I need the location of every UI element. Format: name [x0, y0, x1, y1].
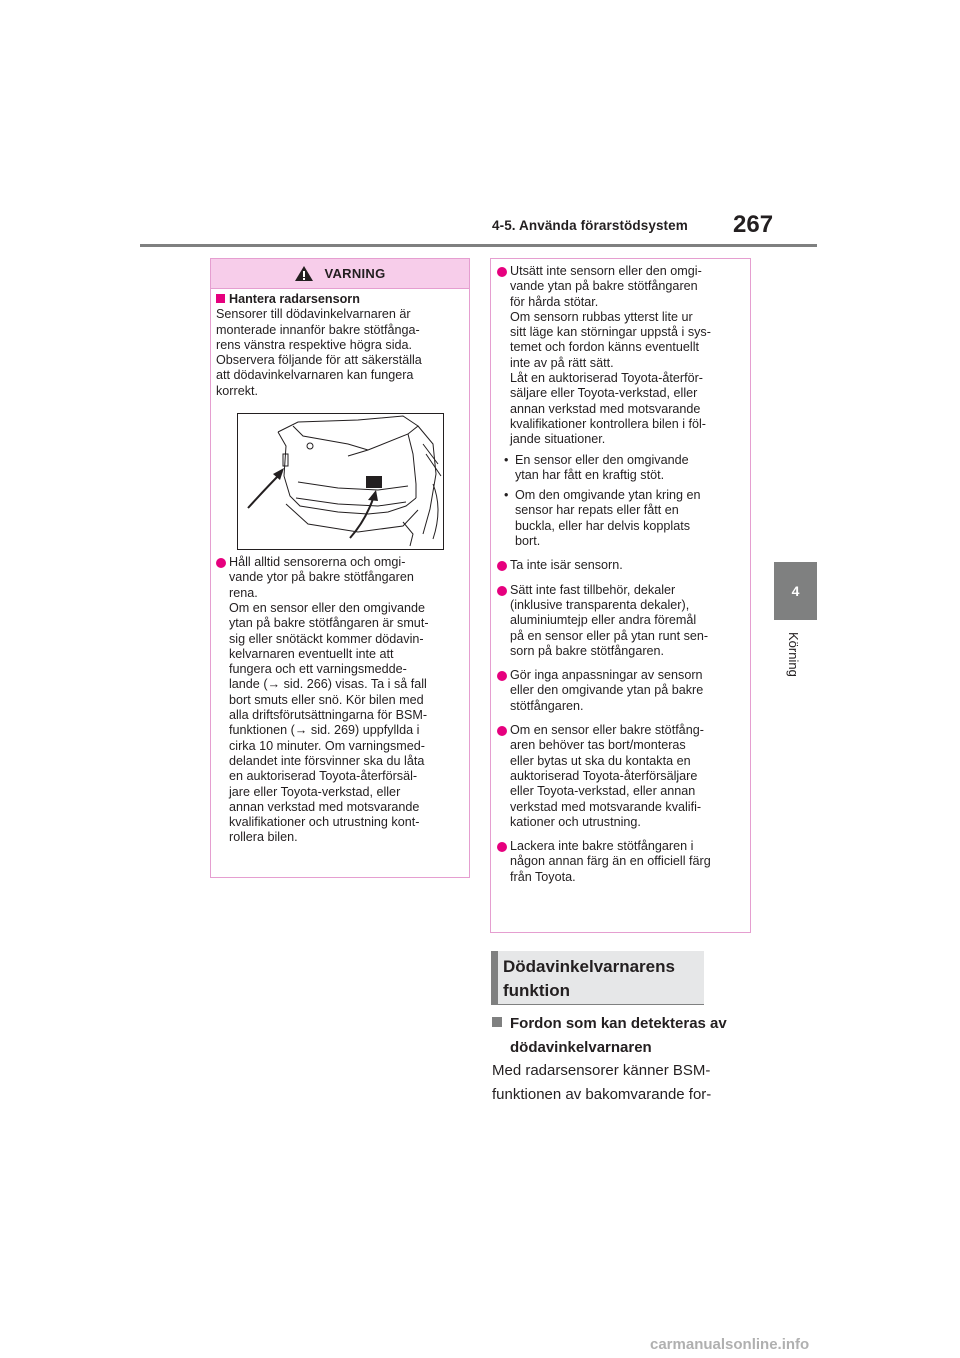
warning-intro: Sensorer till dödavinkelvarnaren är monterade innanför bakre stötfånga- rens vänstra respektive högra sida. Observera följande för att säkerställa att dödavinkelvarnaren kan fungera korrekt.	[216, 307, 422, 398]
warning-title: VARNING	[324, 266, 386, 281]
warning-triangle-icon	[294, 265, 314, 282]
sub-item-strong-impact: • En sensor eller den omgivande ytan har fått en kraftig stöt.	[504, 452, 689, 482]
body-paragraph: Med radarsensorer känner BSM- funktionen av bakomvarande for-	[492, 1062, 712, 1103]
round-bullet-icon	[497, 726, 507, 736]
section-heading: Dödavinkelvarnarens funktion	[491, 951, 704, 1005]
warning-header	[211, 259, 469, 289]
chapter-name-text: Körning	[786, 632, 801, 677]
warning-box	[210, 258, 470, 878]
square-bullet-icon	[492, 1017, 502, 1027]
round-bullet-icon	[497, 671, 507, 681]
chapter-name	[787, 632, 803, 692]
warning-heading: Hantera radarsensorn	[216, 292, 464, 307]
bullet-removal-contact-dealer: Om en sensor eller bakre stötfång- aren behöver tas bort/monteras eller bytas ut ska du kontakta en auktoriserad Toyota-återförsäljare eller Toyota-verkstad, eller annan verkstad med motsvarande kvalifi- kationer och utrustning.	[497, 723, 743, 830]
warning-continued-box	[490, 258, 751, 933]
round-bullet-icon	[497, 267, 507, 277]
square-bullet-icon	[216, 294, 225, 303]
rear-car-diagram	[238, 414, 443, 549]
page-number: 267	[733, 211, 774, 238]
header-rule	[140, 244, 817, 247]
subheading: Fordon som kan detekteras av dödavinkelvarnaren	[492, 1012, 762, 1060]
bullet-no-accessories: Sätt inte fast tillbehör, dekaler (inklusive transparenta dekaler), aluminiumtejp eller andra föremål på en sensor eller på ytan runt sen- sorn på bakre stötfångaren.	[497, 583, 743, 659]
round-bullet-icon	[216, 558, 226, 568]
sub-item-scratched-dented: • Om den omgivande ytan kring en sensor har repats eller fått en buckla, eller har delvis kopplats bort.	[504, 488, 701, 549]
bullet-no-impacts: Utsätt inte sensorn eller den omgi- vande ytan på bakre stötfångaren för hårda stötar. Om sensorn rubbas ytterst lite ur sitt läge kan störningar uppstå i sys- temet och fordon känns eventuellt inte av på rätt sätt. Låt en auktoriserad Toyota-återför- säljare eller Toyota-verkstad, eller annan verkstad med motsvarande kvalifikationer kontrollera bilen i föl- jande situationer.	[497, 264, 743, 448]
round-bullet-icon	[497, 561, 507, 571]
bullet-no-disassemble: Ta inte isär sensorn.	[497, 558, 743, 573]
round-bullet-icon	[497, 586, 507, 596]
bullet-no-modifications: Gör inga anpassningar av sensorn eller den omgivande ytan på bakre stötfångaren.	[497, 668, 743, 714]
warning-bullet-clean-sensors: Håll alltid sensorerna och omgi- vande ytor på bakre stötfångaren rena. Om en sensor eller den omgivande ytan på bakre stötfångaren är smut- sig eller snötäckt kommer dödavin- kelvarnaren eventuellt inte att fungera och ett varningsmedde- lande (→ sid. 266) visas. Ta i så fall bort smuts eller snö. Kör bilen med alla driftsförutsättningarna för BSM- funktionen (→ sid. 269) uppfyllda i cirka 10 minuter. Om varningsmed- delandet inte försvinner ska du låta en auktoriserad Toyota-återförsäl- jare eller Toyota-verkstad, eller annan verkstad med motsvarande kvalifikationer och utrustning kont- rollera bilen.	[216, 555, 464, 846]
bullet-no-repaint: Lackera inte bakre stötfångaren i någon annan färg än en officiell färg från Toyota.	[497, 839, 743, 885]
chapter-tab: 4	[774, 562, 817, 620]
section-title: 4-5. Använda förarstödsystem	[492, 218, 688, 233]
bumper-sensor-illustration	[237, 413, 444, 550]
watermark: carmanualsonline.info	[650, 1336, 810, 1353]
round-bullet-icon	[497, 842, 507, 852]
